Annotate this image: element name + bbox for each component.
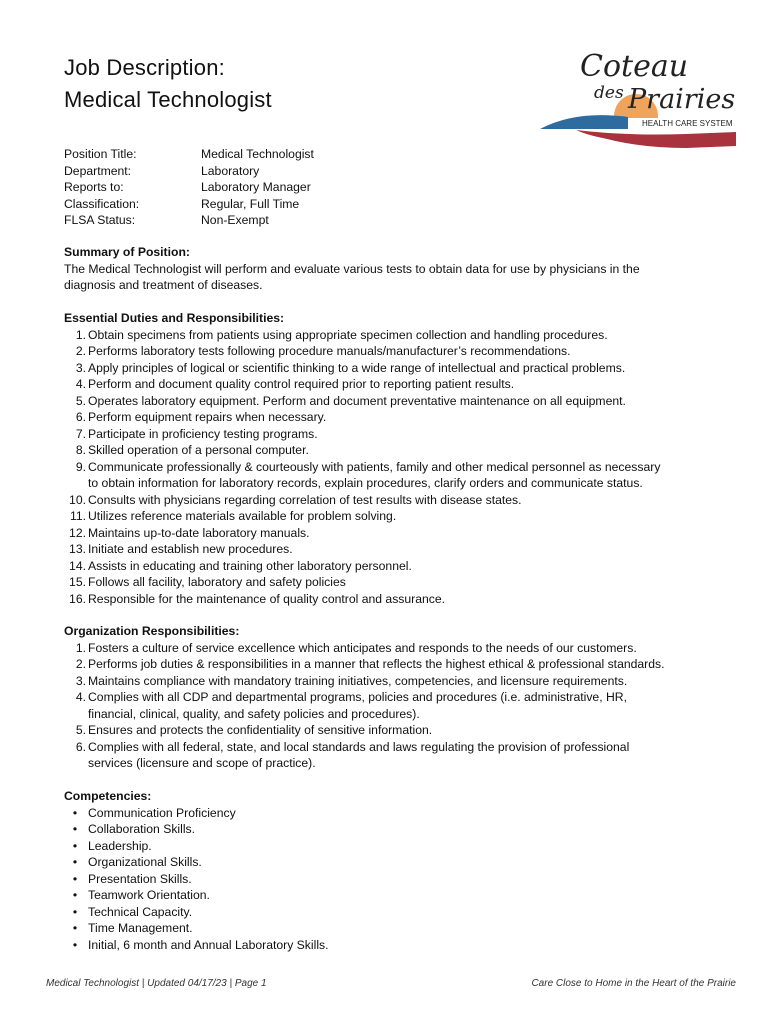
svg-text:Coteau: Coteau <box>580 49 689 84</box>
list-number: 1. <box>75 327 86 342</box>
bullet-icon: • <box>72 904 78 919</box>
bullet-text: Communication Proficiency <box>88 805 236 820</box>
list-number: 16. <box>69 591 86 606</box>
info-row <box>64 212 314 229</box>
list-text: Obtain specimens from patients using appropriate specimen collection and handling procedures. <box>88 327 608 342</box>
footer-right: Care Close to Home in the Heart of the Prairie <box>531 978 736 989</box>
list-number: 4. <box>75 690 86 704</box>
bullet-icon: • <box>72 921 78 935</box>
svg-text:Prairies: Prairies <box>628 84 736 115</box>
bullet-text: Organizational Skills. <box>88 855 202 869</box>
title-line-1: Job Description: <box>64 55 225 80</box>
list-number: 13. <box>69 542 86 556</box>
list-number: 8. <box>75 443 86 457</box>
summary-section <box>64 244 724 294</box>
bullet-icon: • <box>72 888 78 902</box>
page-title <box>64 52 272 116</box>
list-item <box>64 673 724 690</box>
list-text: Responsible for the maintenance of quality control and assurance. <box>88 591 446 606</box>
list-number <box>64 475 86 492</box>
bullet-icon: • <box>72 855 78 869</box>
position-info <box>64 146 314 229</box>
list-text: Participate in proficiency testing programs. <box>88 426 318 441</box>
list-text: Complies with all federal, state, and local standards and laws regulating the provision of professional <box>88 739 630 754</box>
bullet-text: Initial, 6 month and Annual Laboratory Skills. <box>88 937 329 952</box>
list-item <box>64 739 724 756</box>
competencies-section <box>64 788 724 953</box>
list-text: Operates laboratory equipment. Perform and document preventative maintenance on all equipment. <box>88 393 626 408</box>
list-number: 6. <box>75 410 86 424</box>
list-item <box>64 525 724 542</box>
bullet-icon: • <box>72 822 78 836</box>
info-label: Department: <box>64 163 132 178</box>
bullet-item <box>64 887 724 904</box>
list-text: Follows all facility, laboratory and safety policies <box>88 575 346 589</box>
list-text: Performs laboratory tests following procedure manuals/manufacturer’s recommendations. <box>88 344 571 358</box>
org-list <box>64 640 724 772</box>
list-text: Complies with all CDP and departmental programs, policies and procedures (i.e. administrative, HR, <box>88 690 627 704</box>
list-number: 9. <box>75 459 86 474</box>
bullet-icon: • <box>72 805 78 820</box>
list-number: 14. <box>69 558 86 573</box>
bullet-icon: • <box>72 937 78 952</box>
list-item <box>64 689 724 706</box>
list-item <box>64 755 724 772</box>
bullet-text: Presentation Skills. <box>88 871 192 886</box>
bullet-text: Collaboration Skills. <box>88 822 196 836</box>
list-item <box>64 327 724 344</box>
list-item <box>64 343 724 360</box>
svg-text:des: des <box>594 83 624 103</box>
list-item <box>64 360 724 377</box>
info-value: Laboratory <box>201 163 260 178</box>
bullet-item <box>64 838 724 855</box>
info-value: Laboratory Manager <box>201 180 311 194</box>
list-text: Maintains up-to-date laboratory manuals. <box>88 525 310 540</box>
info-row <box>64 163 314 180</box>
bullet-item <box>64 854 724 871</box>
bullet-text: Teamwork Orientation. <box>88 888 210 902</box>
list-item <box>64 591 724 608</box>
list-item <box>64 508 724 525</box>
bullet-item <box>64 821 724 838</box>
competencies-list <box>64 805 724 954</box>
list-item <box>64 722 724 739</box>
list-item <box>64 706 724 723</box>
list-number: 1. <box>75 640 86 655</box>
list-item <box>64 459 724 476</box>
bullet-text: Time Management. <box>88 921 193 935</box>
list-number: 4. <box>75 377 86 391</box>
list-item <box>64 376 724 393</box>
footer-left: Medical Technologist | Updated 04/17/23 | Page 1 <box>46 978 267 989</box>
list-number: 11. <box>69 509 86 523</box>
list-text: Fosters a culture of service excellence which anticipates and responds to the needs of our customers. <box>88 640 637 655</box>
competencies-heading: Competencies: <box>64 789 152 803</box>
duties-list <box>64 327 724 608</box>
info-label: Reports to: <box>64 180 124 194</box>
list-item <box>64 409 724 426</box>
list-number: 12. <box>69 525 86 540</box>
bullet-item <box>64 920 724 937</box>
duties-heading: Essential Duties and Responsibilities: <box>64 311 285 325</box>
summary-line-1: The Medical Technologist will perform and evaluate various tests to obtain data for use by physicians in the <box>64 261 640 276</box>
list-number: 2. <box>75 657 86 671</box>
list-text: Apply principles of logical or scientific thinking to a wide range of intellectual and practical problems. <box>88 360 626 375</box>
info-value: Regular, Full Time <box>201 196 300 211</box>
org-section <box>64 623 724 772</box>
list-text: Assists in educating and training other laboratory personnel. <box>88 558 412 573</box>
list-number <box>64 706 86 723</box>
bullet-text: Leadership. <box>88 838 152 853</box>
list-item <box>64 541 724 558</box>
info-label: FLSA Status: <box>64 213 136 227</box>
list-text: Perform equipment repairs when necessary. <box>88 410 327 424</box>
coteau-des-prairies-logo <box>536 44 736 154</box>
bullet-item <box>64 805 724 822</box>
bullet-icon: • <box>72 838 78 853</box>
bullet-item <box>64 937 724 954</box>
bullet-item <box>64 904 724 921</box>
list-number: 10. <box>69 492 86 507</box>
list-text: Communicate professionally & courteously with patients, family and other medical personnel as necessary <box>88 459 661 474</box>
list-text: services (licensure and scope of practice). <box>88 756 316 770</box>
list-number <box>64 755 86 772</box>
list-number: 3. <box>75 673 86 688</box>
duties-section <box>64 310 724 607</box>
list-text: Initiate and establish new procedures. <box>88 542 293 556</box>
list-text: to obtain information for laboratory records, explain procedures, clarify orders and communicate status. <box>88 476 643 490</box>
svg-text:HEALTH CARE SYSTEM: HEALTH CARE SYSTEM <box>642 119 733 128</box>
list-number: 15. <box>69 575 86 589</box>
list-item <box>64 426 724 443</box>
info-label: Classification: <box>64 196 140 211</box>
info-value: Medical Technologist <box>201 147 314 161</box>
org-heading: Organization Responsibilities: <box>64 624 240 638</box>
list-item <box>64 442 724 459</box>
bullet-text: Technical Capacity. <box>88 904 193 919</box>
info-row <box>64 179 314 196</box>
list-item <box>64 574 724 591</box>
list-number: 2. <box>75 344 86 358</box>
list-item <box>64 640 724 657</box>
list-number: 6. <box>75 739 86 754</box>
list-text: Maintains compliance with mandatory training initiatives, competencies, and licensure requirements. <box>88 673 628 688</box>
list-text: Perform and document quality control required prior to reporting patient results. <box>88 377 515 391</box>
info-row <box>64 146 314 163</box>
list-number: 5. <box>75 723 86 737</box>
list-item <box>64 492 724 509</box>
list-text: Utilizes reference materials available for problem solving. <box>88 509 397 523</box>
summary-line-2: diagnosis and treatment of diseases. <box>64 278 263 292</box>
list-number: 5. <box>75 393 86 408</box>
info-row <box>64 196 314 213</box>
list-text: Performs job duties & responsibilities in a manner that reflects the highest ethical & professional standards. <box>88 657 665 671</box>
bullet-item <box>64 871 724 888</box>
list-item <box>64 656 724 673</box>
title-line-2: Medical Technologist <box>64 87 272 112</box>
bullet-icon: • <box>72 871 78 886</box>
list-number: 7. <box>75 426 86 441</box>
list-text: financial, clinical, quality, and safety policies and procedures). <box>88 706 420 721</box>
list-text: Ensures and protects the confidentiality of sensitive information. <box>88 723 433 737</box>
list-item <box>64 475 724 492</box>
info-value: Non-Exempt <box>201 213 269 227</box>
info-label: Position Title: <box>64 147 137 161</box>
list-item <box>64 558 724 575</box>
summary-heading: Summary of Position: <box>64 245 190 259</box>
list-text: Skilled operation of a personal computer. <box>88 443 309 457</box>
list-item <box>64 393 724 410</box>
list-number: 3. <box>75 360 86 375</box>
list-text: Consults with physicians regarding correlation of test results with disease states. <box>88 492 522 507</box>
